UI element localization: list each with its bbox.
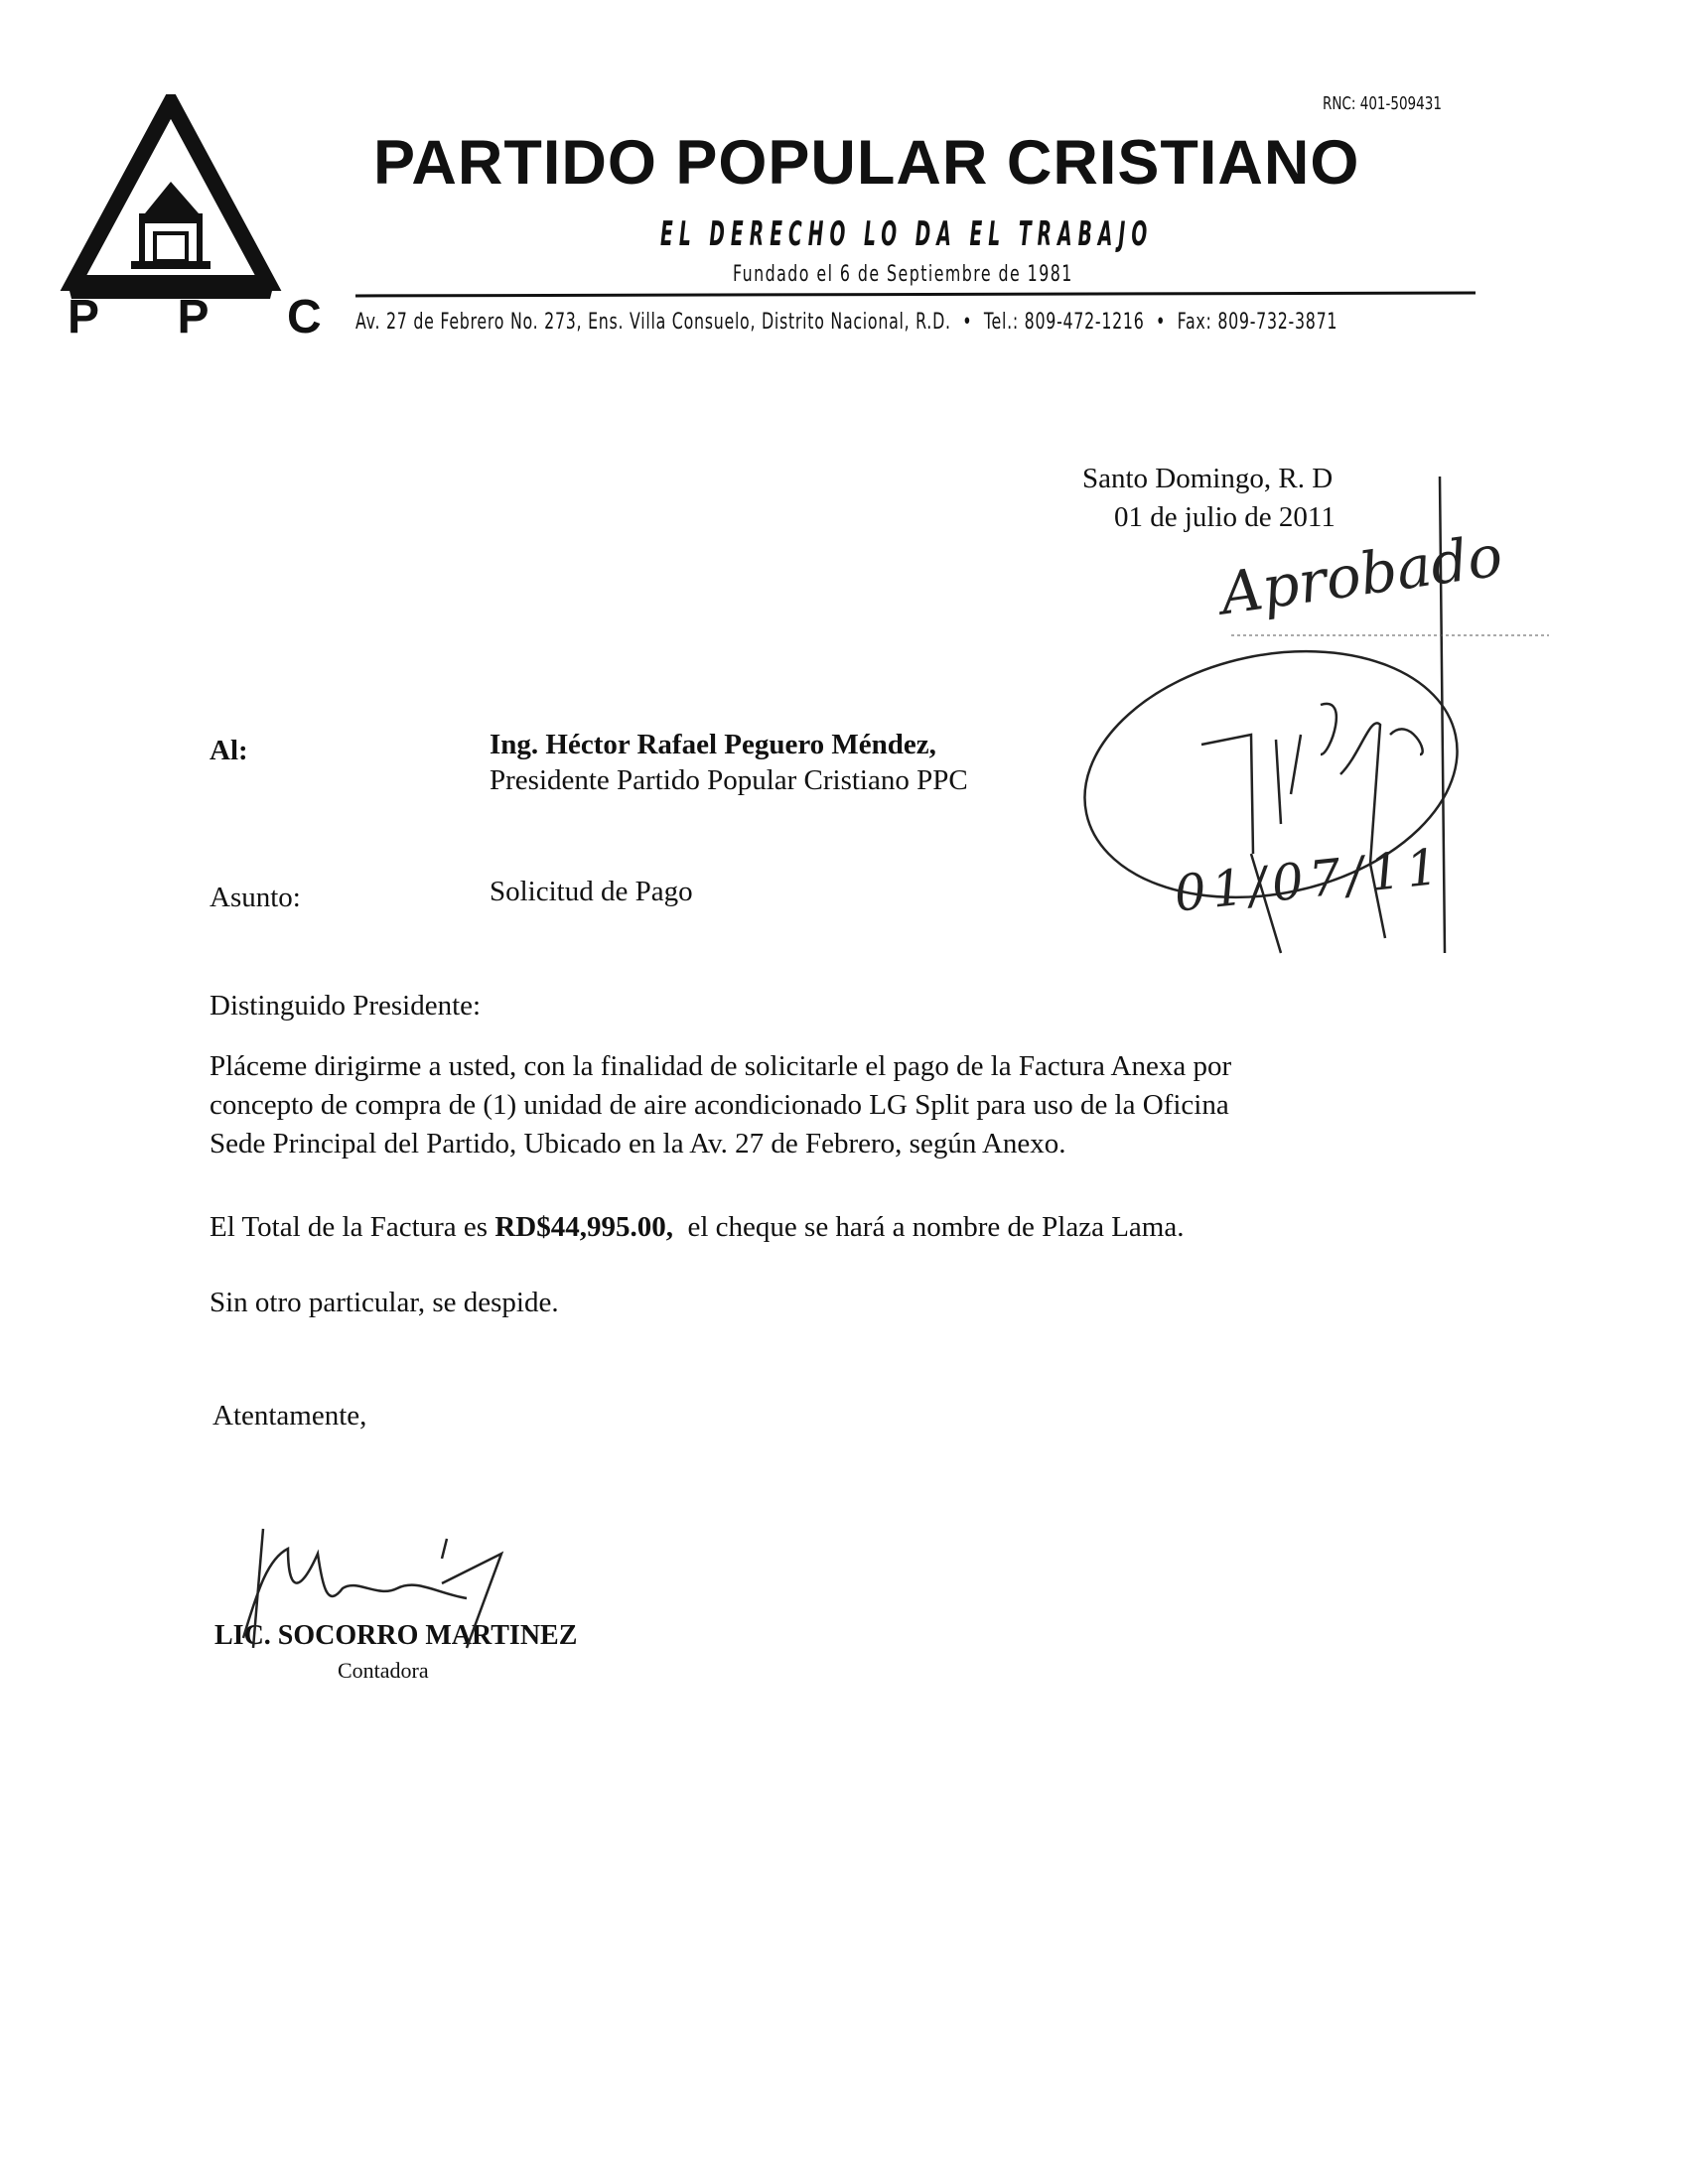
rnc-number: RNC: 401-509431 xyxy=(1323,93,1442,114)
subject: Solicitud de Pago xyxy=(490,876,693,907)
salutation: Distinguido Presidente: xyxy=(210,990,482,1022)
letter-place: Santo Domingo, R. D xyxy=(1082,463,1334,494)
closing-line: Sin otro particular, se despide. xyxy=(210,1287,559,1318)
paragraph-line: Pláceme dirigirme a usted, con la finalidad de solicitarle el pago de la Factura Anexa por xyxy=(210,1050,1232,1082)
paragraph-line: Sede Principal del Partido, Ubicado en la Av. 27 de Febrero, según Anexo. xyxy=(210,1128,1066,1160)
recipient-name: Ing. Héctor Rafael Peguero Méndez, xyxy=(490,729,936,760)
recipient-title: Presidente Partido Popular Cristiano PPC xyxy=(490,764,968,796)
paragraph-line: concepto de compra de (1) unidad de aire acondicionado LG Split para uso de la Oficina xyxy=(210,1089,1229,1121)
founded-date: Fundado el 6 de Septiembre de 1981 xyxy=(733,262,1073,287)
signer-title: Contadora xyxy=(338,1658,429,1683)
letter-date: 01 de julio de 2011 xyxy=(1114,501,1336,533)
total-amount: RD$44,995.00, xyxy=(494,1211,673,1243)
total-suffix: el cheque se hará a nombre de Plaza Lama. xyxy=(672,1211,1185,1243)
party-name: PARTIDO POPULAR CRISTIANO xyxy=(373,128,1360,198)
party-motto: EL DERECHO LO DA EL TRABAJO xyxy=(660,214,1154,254)
sign-off: Atentamente, xyxy=(212,1400,367,1432)
stamp-handwritten-text: Aprobado xyxy=(1216,521,1507,628)
logo-letters: P P C xyxy=(68,291,330,343)
signer-name: LIC. SOCORRO MARTINEZ xyxy=(214,1620,578,1651)
to-label: Al: xyxy=(210,735,248,766)
stamp-handwritten-date: 01/07/11 xyxy=(1172,837,1448,923)
total-prefix: El Total de la Factura es xyxy=(210,1211,495,1243)
letterhead-address: Av. 27 de Febrero No. 273, Ens. Villa Consuelo, Distrito Nacional, R.D. • Tel.: 809-472-1216 • Fax: 809-732-3871 xyxy=(355,310,1338,335)
subject-label: Asunto: xyxy=(210,882,301,913)
